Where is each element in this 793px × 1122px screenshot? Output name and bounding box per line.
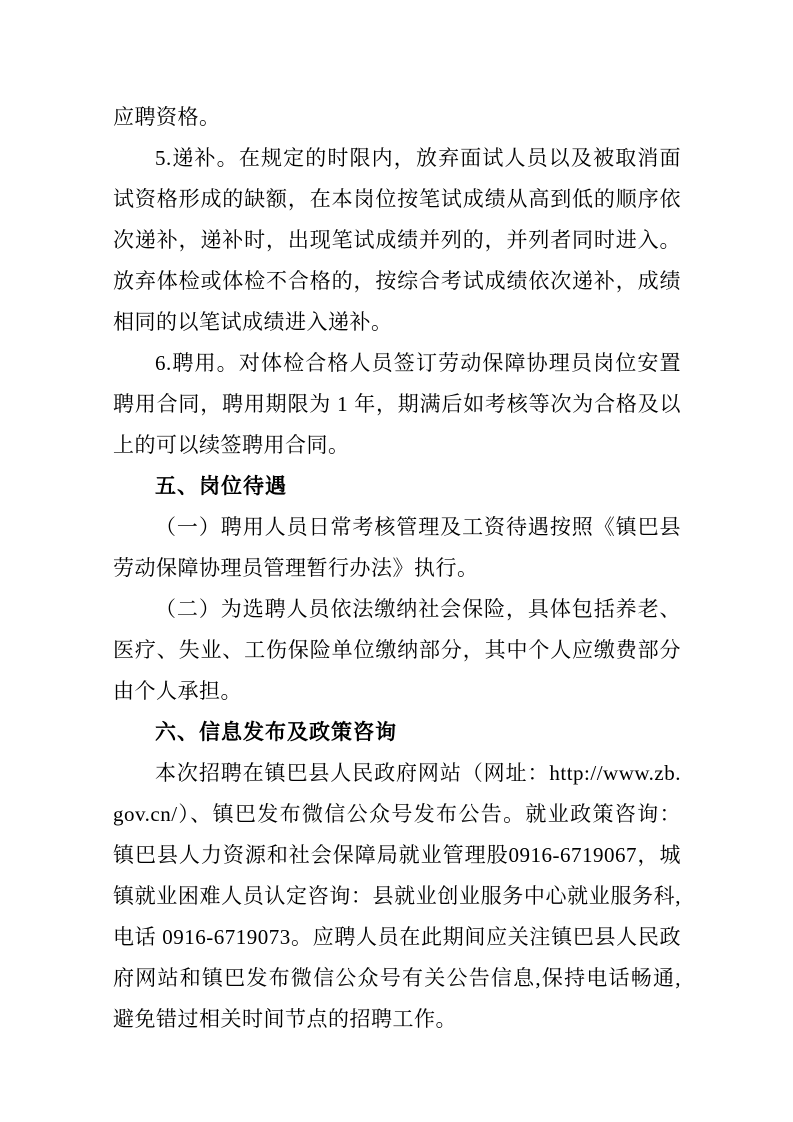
paragraph-continuation: 应聘资格。 — [113, 105, 221, 129]
section-heading-gangwei-daiyu: 五、岗位待遇 — [155, 475, 287, 498]
paragraph-benefit-2: （二）为选聘人员依法缴纳社会保险，具体包括养老、医疗、失业、工伤保险单位缴纳部分，其中个人应缴费部分由个人承担。 — [113, 597, 681, 703]
paragraph-item-6-pinyong: 6.聘用。对体检合格人员签订劳动保障协理员岗位安置聘用合同，聘用期限为 1 年，期满后如考核等次为合格及以上的可以续签聘用合同。 — [113, 351, 681, 457]
paragraph-info-release: 本次招聘在镇巴县人民政府网站（网址：http://www.zb.gov.cn/）、镇巴发布微信公众号发布公告。就业政策咨询：镇巴县人力资源和社会保障局就业管理股0916-6719067，城镇就业困难人员认定咨询：县就业创业服务中心就业服务科,电话 0916-6719073。应聘人员在此期间应关注镇巴县人民政府网站和镇巴发布微信公众号有关公告信息,保持电话畅通,避免错过相关时间节点的招聘工作。 — [113, 761, 681, 1031]
section-heading-xinxi-fabu: 六、信息发布及政策咨询 — [155, 721, 397, 744]
paragraph-item-5-dibu: 5.递补。在规定的时限内，放弃面试人员以及被取消面试资格形成的缺额，在本岗位按笔试成绩从高到低的顺序依次递补，递补时，出现笔试成绩并列的，并列者同时进入。放弃体检或体检不合格的，按综合考试成绩依次递补，成绩相同的以笔试成绩进入递补。 — [113, 146, 681, 334]
paragraph-benefit-1: （一）聘用人员日常考核管理及工资待遇按照《镇巴县劳动保障协理员管理暂行办法》执行。 — [113, 515, 681, 580]
